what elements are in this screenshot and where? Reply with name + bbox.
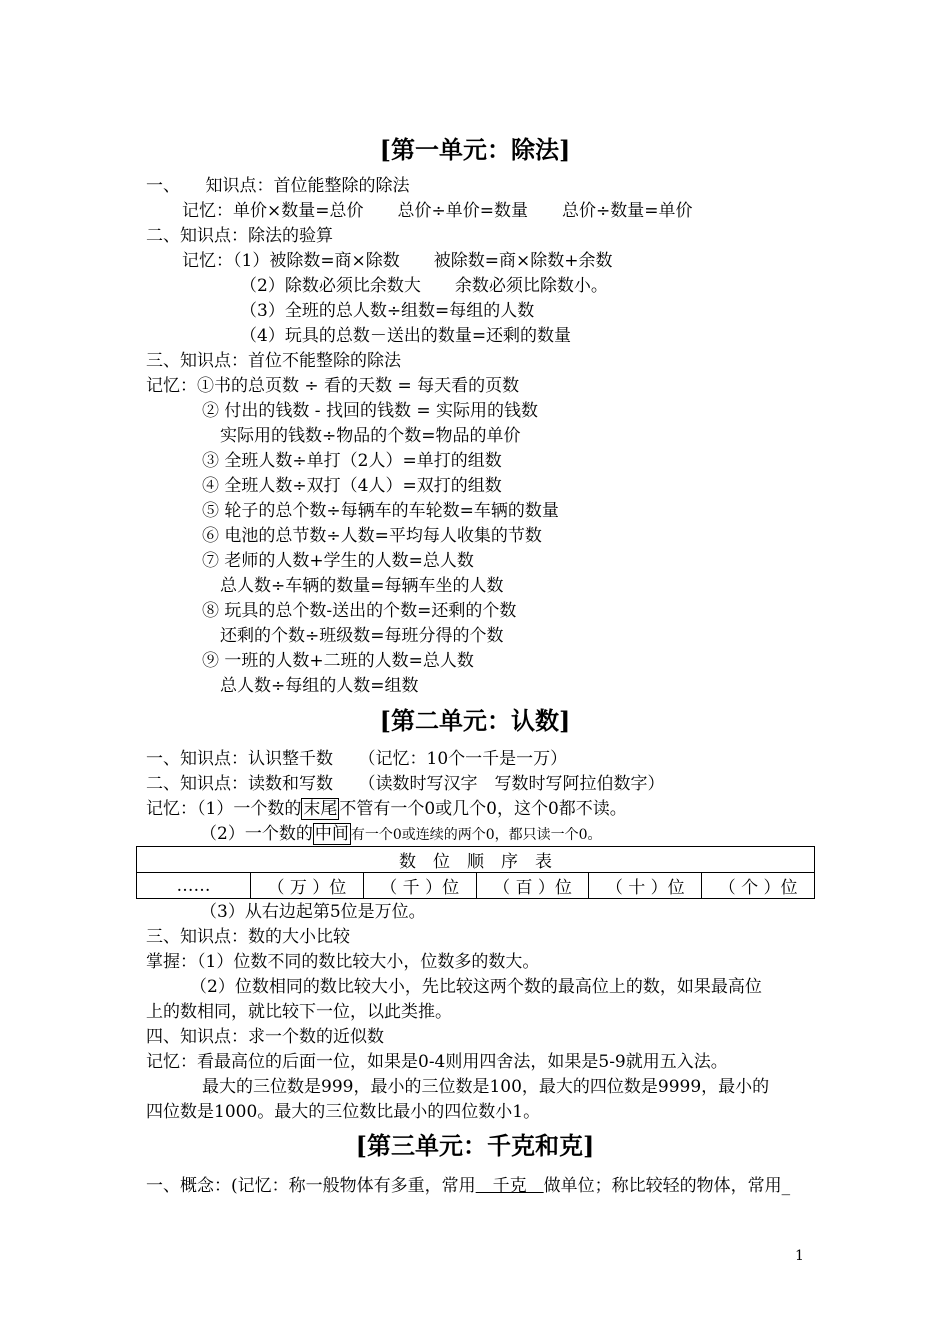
unit1-line-16: ⑦ 老师的人数+学生的人数=总人数	[202, 551, 474, 571]
table-cell-bai: （ 百 ）位	[476, 873, 589, 899]
page-number: 1	[795, 1248, 804, 1264]
table-cell-ge: （ 个 ）位	[702, 873, 815, 899]
unit1-line-7: （4）玩具的总数－送出的数量=还剩的数量	[240, 326, 572, 346]
unit2-line-6: 三、知识点：数的大小比较	[146, 927, 350, 947]
boxed-word-end: 末尾	[303, 799, 338, 819]
unit1-line-2: 记忆：单价×数量=总价 总价÷单价=数量 总价÷数量=单价	[182, 201, 693, 221]
unit2-line-13: 四位数是1000。最大的三位数比最小的四位数小1。	[146, 1102, 541, 1122]
unit2-title: [第二单元：认数]	[379, 706, 571, 735]
unit3-line-1-start: 一、概念：(记忆：称一般物体有多重，常用	[146, 1176, 476, 1196]
unit2-line-3	[146, 797, 627, 821]
unit1-line-21: 总人数÷每组的人数=组数	[220, 676, 419, 696]
table-cell-shi: （ 十 ）位	[589, 873, 702, 899]
unit3-line-1-end: 做单位；称比较轻的物体，常用_	[543, 1176, 791, 1196]
unit1-line-13: ④ 全班人数÷双打（4人）=双打的组数	[202, 476, 502, 496]
unit1-line-12: ③ 全班人数÷单打（2人）=单打的组数	[202, 451, 502, 471]
unit1-line-3: 二、知识点：除法的验算	[146, 226, 333, 246]
unit1-line-4: 记忆：（1）被除数=商×除数 被除数=商×除数+余数	[182, 251, 613, 271]
unit2-line-9: 上的数相同，就比较下一位，以此类推。	[146, 1002, 452, 1022]
unit1-line-18: ⑧ 玩具的总个数-送出的个数=还剩的个数	[202, 601, 517, 621]
unit1-line-11: 实际用的钱数÷物品的个数=物品的单价	[220, 426, 521, 446]
table-cell-qian: （ 千 ）位	[363, 873, 476, 899]
place-value-table	[136, 846, 815, 899]
unit1-line-19: 还剩的个数÷班级数=每班分得的个数	[220, 626, 504, 646]
unit1-line-17: 总人数÷车辆的数量=每辆车坐的人数	[220, 576, 504, 596]
unit2-line-7: 掌握：（1）位数不同的数比较大小，位数多的数大。	[146, 952, 540, 972]
unit2-line-3-start: 记忆：（1）一个数的	[146, 799, 302, 819]
unit2-line-3-end: 不管有一个0或几个0，这个0都不读。	[339, 799, 627, 819]
unit2-line-4	[200, 822, 602, 847]
unit3-title: [第三单元：千克和克]	[355, 1131, 595, 1160]
table-title: 数 位 顺 序 表	[137, 847, 815, 873]
table-cell-ellipsis: ……	[137, 873, 251, 899]
unit1-line-1: 一、 知识点：首位能整除的除法	[146, 176, 410, 196]
underlined-answer: 千克	[475, 1176, 544, 1196]
unit1-title: [第一单元：除法]	[379, 135, 571, 164]
table-cell-wan: （ 万 ）位	[251, 873, 364, 899]
unit2-line-12: 最大的三位数是999，最小的三位数是100，最大的四位数是9999，最小的	[202, 1077, 770, 1097]
table-title-row	[137, 847, 815, 873]
unit2-line-4-end: 有一个0或连续的两个0，都只读一个0。	[350, 827, 602, 843]
unit1-line-15: ⑥ 电池的总节数÷人数=平均每人收集的节数	[202, 526, 542, 546]
unit1-line-14: ⑤ 轮子的总个数÷每辆车的车轮数=车辆的数量	[202, 501, 559, 521]
unit2-line-2: 二、知识点：读数和写数 （读数时写汉字 写数时写阿拉伯数字）	[146, 774, 665, 794]
unit2-line-4-start: （2）一个数的	[200, 824, 313, 844]
unit1-line-10: ② 付出的钱数 - 找回的钱数 = 实际用的钱数	[202, 401, 539, 421]
unit1-line-5: （2）除数必须比余数大 余数必须比除数小。	[240, 276, 608, 296]
unit2-line-11: 记忆：看最高位的后面一位，如果是0-4则用四舍法，如果是5-9就用五入法。	[146, 1052, 728, 1072]
boxed-word-middle: 中间	[314, 824, 349, 844]
unit1-line-20: ⑨ 一班的人数+二班的人数=总人数	[202, 651, 474, 671]
unit2-line-1: 一、知识点：认识整千数 （记忆：10个一千是一万）	[146, 749, 568, 769]
table-row	[137, 873, 815, 899]
unit1-line-8: 三、知识点：首位不能整除的除法	[146, 351, 401, 371]
unit3-line-1	[146, 1174, 790, 1198]
unit1-line-6: （3）全班的总人数÷组数=每组的人数	[240, 301, 535, 321]
unit2-line-5: （3）从右边起第5位是万位。	[200, 902, 426, 922]
unit1-line-9: 记忆：①书的总页数 ÷ 看的天数 = 每天看的页数	[146, 376, 520, 396]
unit2-line-8: （2）位数相同的数比较大小，先比较这两个数的最高位上的数，如果最高位	[190, 977, 762, 997]
unit2-line-10: 四、知识点：求一个数的近似数	[146, 1027, 384, 1047]
